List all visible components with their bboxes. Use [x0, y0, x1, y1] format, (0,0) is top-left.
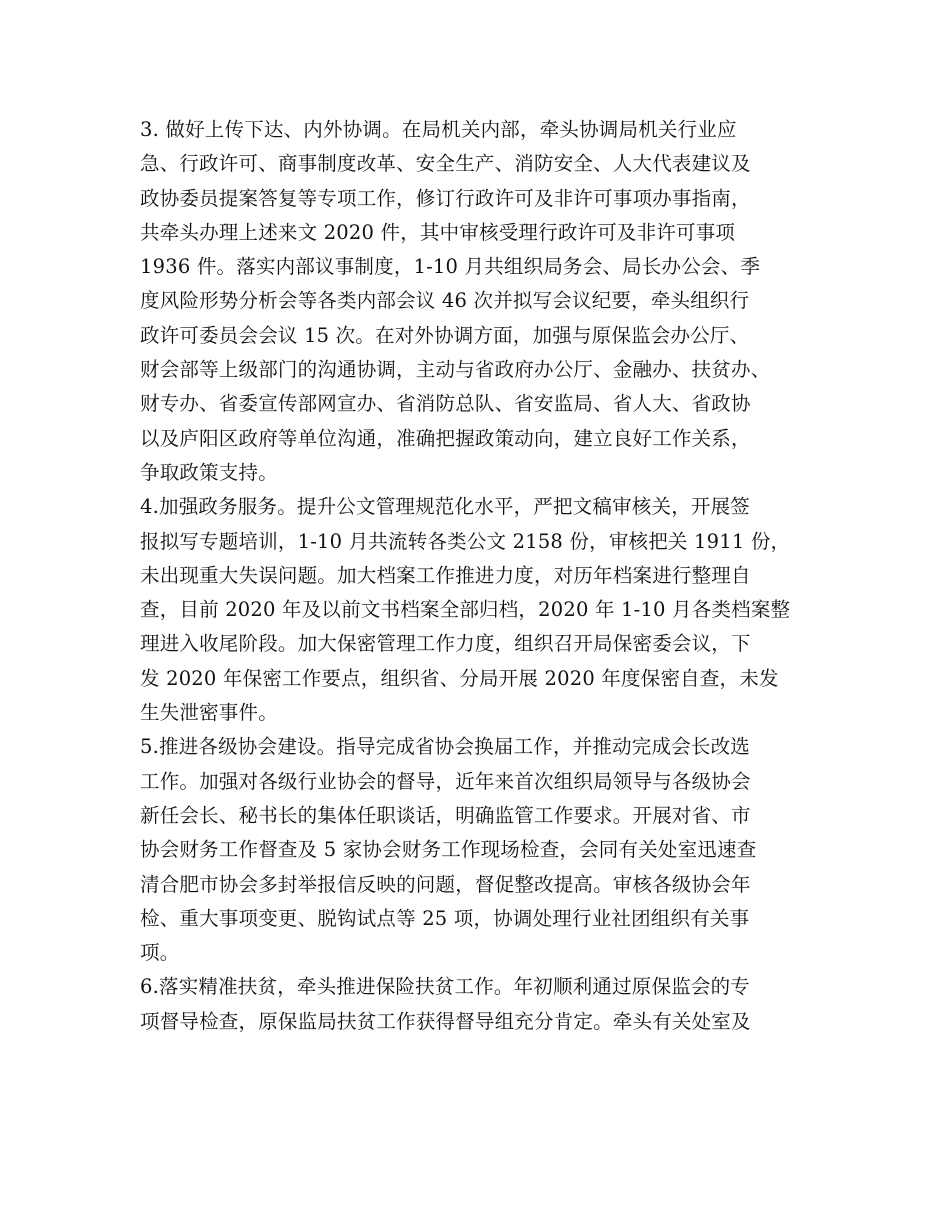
text-line: 急、行政许可、商事制度改革、安全生产、消防安全、人大代表建议及 [140, 152, 751, 176]
text-line: 财会部等上级部门的沟通协调，主动与省政府办公厅、金融办、扶贫办、 [140, 358, 771, 382]
text-line: 1936 件。落实内部议事制度，1-10 月共组织局务会、局长办公会、季 [140, 255, 761, 279]
text-line: 度风险形势分析会等各类内部会议 46 次并拟写会议纪要，牵头组织行 [140, 289, 750, 313]
text-line: 协会财务工作督查及 5 家协会财务工作现场检查，会同有关处室迅速查 [140, 838, 757, 862]
text-line: 5.推进各级协会建设。指导完成省协会换届工作，并推动完成会长改选 [140, 735, 751, 759]
text-line: 政许可委员会会议 15 次。在对外协调方面，加强与原保监会办公厅、 [140, 323, 750, 347]
text-line: 发 2020 年保密工作要点，组织省、分局开展 2020 年度保密自查，未发 [140, 666, 779, 690]
text-line: 新任会长、秘书长的集体任职谈话，明确监管工作要求。开展对省、市 [140, 803, 751, 827]
text-line: 项督导检查，原保监局扶贫工作获得督导组充分肯定。牵头有关处室及 [140, 1009, 751, 1033]
text-line: 6.落实精准扶贫，牵头推进保险扶贫工作。年初顺利通过原保监会的专 [140, 975, 751, 999]
text-line: 3. 做好上传下达、内外协调。在局机关内部，牵头协调局机关行业应 [140, 118, 737, 141]
text-line: 清合肥市协会多封举报信反映的问题，督促整改提高。审核各级协会年 [140, 872, 751, 896]
text-line: 检、重大事项变更、脱钩试点等 25 项，协调处理行业社团组织有关事 [140, 906, 750, 930]
text-line: 争取政策支持。 [140, 460, 278, 484]
text-line: 生失泄密事件。 [140, 701, 278, 725]
text-line: 以及庐阳区政府等单位沟通，准确把握政策动向，建立良好工作关系， [140, 426, 751, 450]
text-line: 项。 [140, 941, 180, 965]
text-line: 共牵头办理上述来文 2020 件，其中审核受理行政许可及非许可事项 [140, 220, 736, 244]
text-line: 工作。加强对各级行业协会的督导，近年来首次组织局领导与各级协会 [140, 769, 751, 793]
document-body [140, 113, 820, 1039]
text-line: 未出现重大失误问题。加大档案工作推进力度，对历年档案进行整理自 [140, 563, 751, 587]
text-line: 财专办、省委宣传部网宣办、省消防总队、省安监局、省人大、省政协 [140, 392, 751, 416]
text-line: 4.加强政务服务。提升公文管理规范化水平，严把文稿审核关，开展签 [140, 495, 751, 519]
text-line: 报拟写专题培训，1-10 月共流转各类公文 2158 份，审核把关 1911 份， [140, 529, 791, 553]
text-line: 查，目前 2020 年及以前文书档案全部归档，2020 年 1-10 月各类档案整 [140, 598, 791, 622]
text-line: 理进入收尾阶段。加大保密管理工作力度，组织召开局保密委会议，下 [140, 632, 751, 656]
text-line: 政协委员提案答复等专项工作，修订行政许可及非许可事项办事指南， [140, 186, 751, 210]
